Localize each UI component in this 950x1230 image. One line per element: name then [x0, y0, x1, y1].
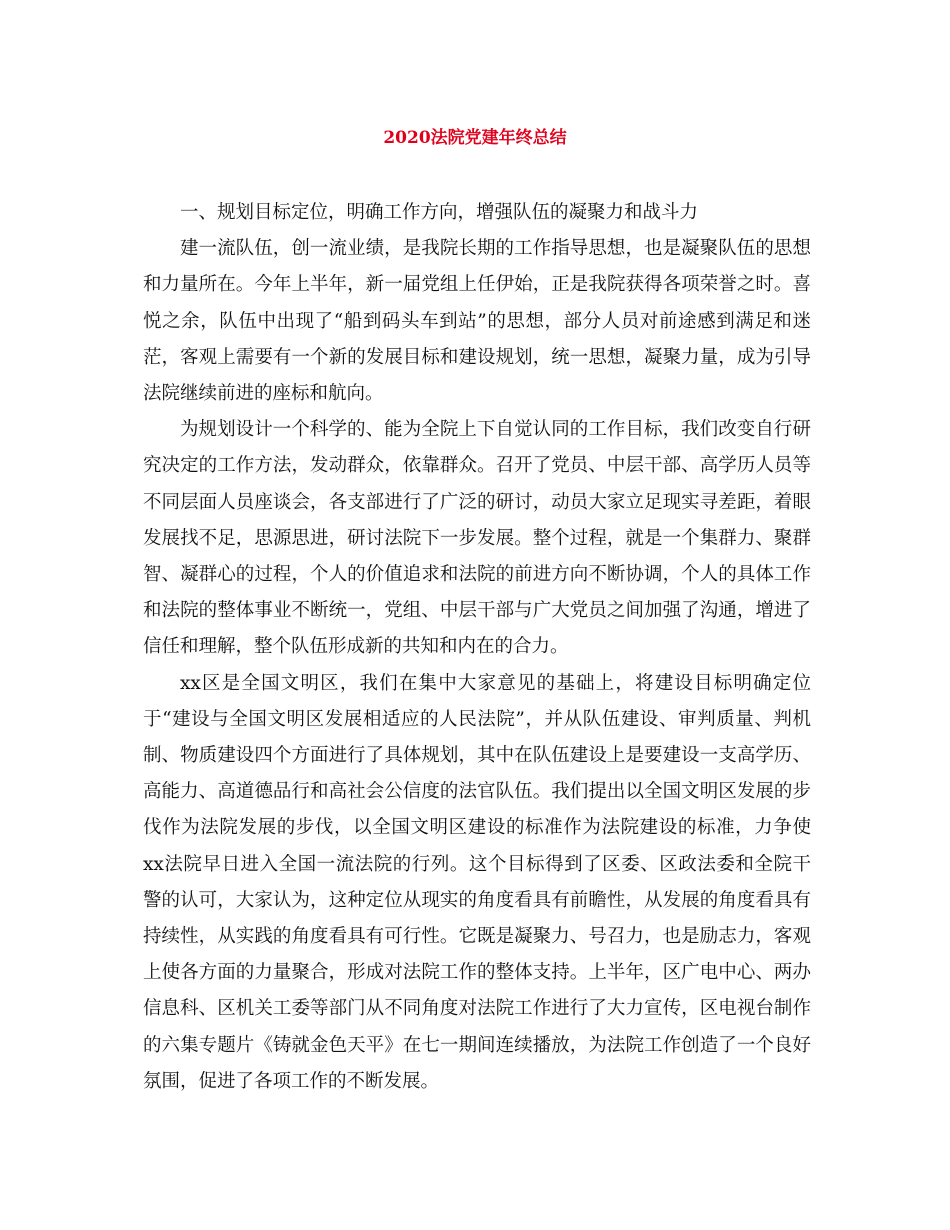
document-title: 2020法院党建年终总结	[383, 128, 567, 148]
paragraph: xx区是全国文明区，我们在集中大家意见的基础上，将建设目标明确定位于“建设与全国文明区发展相适应的人民法院”，并从队伍建设、审判质量、判机制、物质建设四个方面进行了具体规划，其中在队伍建设上是要建设一支高学历、高能力、高道德品行和高社会公信度的法官队伍。我们提出以全国文明区发展的步伐作为法院发展的步伐，以全国文明区建设的标准作为法院建设的标准，力争使xx法院早日进入全国一流法院的行列。这个目标得到了区委、区政法委和全院干警的认可，大家认为，这种定位从现实的角度看具有前瞻性，从发展的角度看具有持续性，从实践的角度看具有可行性。它既是凝聚力、号召力，也是励志力，客观上使各方面的力量聚合，形成对法院工作的整体支持。上半年，区广电中心、两办信息科、区机关工委等部门从不同角度对法院工作进行了大力宣传，区电视台制作的六集专题片《铸就金色天平》在七一期间连续播放，为法院工作创造了一个良好氛围，促进了各项工作的不断发展。	[143, 672, 811, 1092]
paragraph: 为规划设计一个科学的、能为全院上下自觉认同的工作目标，我们改变自行研究决定的工作方法，发动群众，依靠群众。召开了党员、中层干部、高学历人员等不同层面人员座谈会，各支部进行了广泛的研讨，动员大家立足现实寻差距，着眼发展找不足，思源思进，研讨法院下一步发展。整个过程，就是一个集群力、聚群智、凝群心的过程，个人的价值追求和法院的前进方向不断协调，个人的具体工作和法院的整体事业不断统一，党组、中层干部与广大党员之间加强了沟通，增进了信任和理解，整个队伍形成新的共知和内在的合力。	[143, 419, 811, 658]
document-body	[143, 195, 811, 1100]
paragraph: 建一流队伍，创一流业绩，是我院长期的工作指导思想，也是凝聚队伍的思想和力量所在。今年上半年，新一届党组上任伊始，正是我院获得各项荣誉之时。喜悦之余，队伍中出现了“船到码头车到站”的思想，部分人员对前途感到满足和迷茫，客观上需要有一个新的发展目标和建设规划，统一思想，凝聚力量，成为引导法院继续前进的座标和航向。	[143, 238, 811, 405]
section-heading: 一、规划目标定位，明确工作方向，增强队伍的凝聚力和战斗力	[180, 202, 699, 223]
